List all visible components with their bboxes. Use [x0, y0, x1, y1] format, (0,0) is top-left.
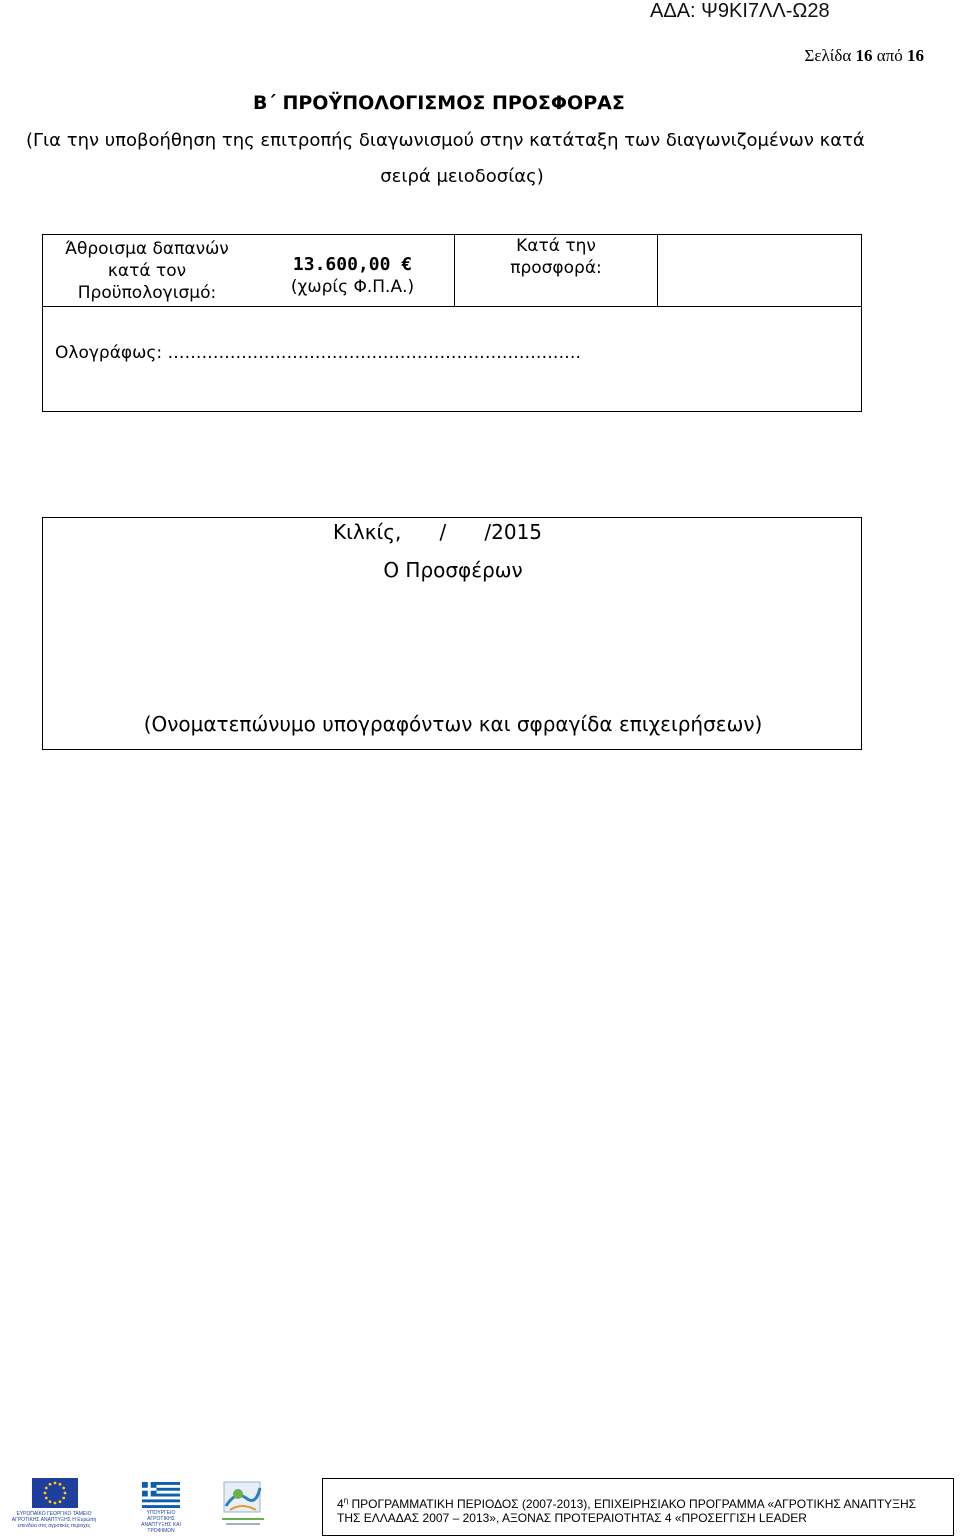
page-current: 16: [855, 46, 873, 65]
gr-caption: ΥΠΟΥΡΓΕΙΟ ΑΓΡΟΤΙΚΗΣ ΑΝΑΠΤΥΞΗΣ ΚΑΙ ΤΡΟΦΙΜΩΝ: [141, 1510, 181, 1534]
page-number: [804, 46, 924, 66]
page-total: 16: [907, 46, 924, 65]
offer-label-line1: Κατά την: [516, 236, 596, 256]
budget-vat-note: (χωρίς Φ.Π.Α.): [290, 276, 415, 297]
cost-table-row: [43, 235, 861, 307]
sponsor-logos: [4, 1478, 304, 1534]
ada-code: ΑΔΑ: Ψ9ΚΙ7ΛΛ-Ω28: [650, 0, 830, 22]
eu-caption: ΕΥΡΩΠΑΪΚΟ ΓΕΩΡΓΙΚΟ ΤΑΜΕΙΟ ΑΓΡΟΤΙΚΗΣ ΑΝΑΠΤΥΞΗΣ Η Ευρώπη επενδύει στις αγροτικές περιοχές: [11, 1511, 97, 1529]
section-subtitle-line1: (Για την υποβοήθηση της επιτροπής διαγωνισμού στην κατάταξη των διαγωνιζομένων κατά: [26, 130, 865, 151]
offer-label-cell: [454, 235, 657, 306]
page-sep: από: [876, 46, 903, 65]
eu-flag-icon: [32, 1478, 78, 1508]
footer-box: [322, 1478, 954, 1536]
footer-line1-sup: η: [343, 1496, 349, 1505]
section-title: Β΄ ΠΡΟΫΠΟΛΟΓΙΣΜΟΣ ΠΡΟΣΦΟΡΑΣ: [253, 92, 625, 114]
budget-label-line2: κατά τον: [107, 260, 187, 281]
signature-note: (Ονοματεπώνυμο υπογραφόντων και σφραγίδα επιχειρήσεων): [143, 712, 763, 736]
section-subtitle-line2: σειρά μειοδοσίας): [380, 166, 544, 187]
budget-amount-cell: [251, 235, 454, 306]
budget-label-line3: Προϋπολογισμό:: [77, 282, 217, 303]
greek-flag-icon: [142, 1482, 180, 1508]
cost-table: [42, 234, 862, 412]
budget-label-line1: Άθροισμα δαπανών: [65, 238, 229, 259]
footer-line1-num: 4: [337, 1497, 344, 1511]
offer-value-cell[interactable]: [657, 235, 862, 306]
footer-line2: ΤΗΣ ΕΛΛΑΔΑΣ 2007 – 2013», ΑΞΟΝΑΣ ΠΡΟΤΕΡΑΙΟΤΗΤΑΣ 4 «ΠΡΟΣΕΓΓΙΣΗ LEADER: [337, 1511, 807, 1525]
budget-label-cell: [43, 235, 251, 306]
amount-in-words: Ολογράφως: ……………………………………………………………….: [55, 343, 581, 363]
page-prefix: Σελίδα: [804, 46, 852, 65]
place-date: Κιλκίς, / /2015: [333, 520, 543, 544]
budget-amount: 13.600,00 €: [292, 253, 413, 275]
offeror-label: Ο Προσφέρων: [383, 558, 523, 582]
signature-box: [42, 517, 862, 750]
footer-line1-rest: ΠΡΟΓΡΑΜΜΑΤΙΚΗ ΠΕΡΙΟΔΟΣ (2007-2013), ΕΠΙΧΕΙΡΗΣΙΑΚΟ ΠΡΟΓΡΑΜΜΑ «ΑΓΡΟΤΙΚΗΣ ΑΝΑΠΤΥΞΗΣ: [348, 1497, 917, 1511]
greek-ministry-logo: [138, 1482, 184, 1534]
offer-label-line2: προσφορά:: [510, 258, 602, 278]
footer-line1: [337, 1496, 916, 1511]
leader-logo-icon: [216, 1480, 270, 1530]
